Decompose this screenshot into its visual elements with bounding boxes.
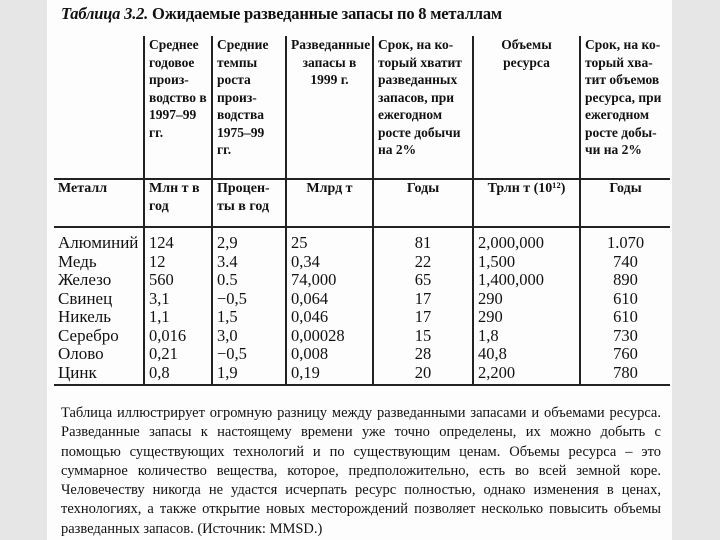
- table-cell: 290: [473, 290, 580, 309]
- header-cell: [54, 36, 144, 179]
- table-cell: 1,400,000: [473, 271, 580, 290]
- header-unit-cell: Годы: [373, 179, 473, 227]
- header-cell: Срок, на ко-торый хватит разведанных запасов, при ежегодном росте добычи на 2%: [373, 36, 473, 179]
- metal-name: Серебро: [58, 326, 119, 345]
- table-cell: 890: [580, 271, 670, 290]
- table-cell: 2,9: [212, 227, 286, 253]
- table-cell: 0.5: [212, 271, 286, 290]
- table-cell: 81: [373, 227, 473, 253]
- table-cell: 65: [373, 271, 473, 290]
- table-cell: 1,9: [212, 364, 286, 386]
- metal-name: Свинец: [58, 289, 113, 308]
- table-cell: 22: [373, 253, 473, 272]
- scanned-page: [47, 0, 672, 540]
- table-cell: 0,00028: [286, 327, 373, 346]
- header-unit-cell: Годы: [580, 179, 670, 227]
- table-cell: 3,0: [212, 327, 286, 346]
- table-cell: 17: [373, 308, 473, 327]
- table-cell: 2,000,000: [473, 227, 580, 253]
- header-unit-cell: Млрд т: [286, 179, 373, 227]
- table-cell: 0,21: [144, 345, 212, 364]
- table-cell: 15: [373, 327, 473, 346]
- table-cell: 0,064: [286, 290, 373, 309]
- table-row: [54, 227, 670, 253]
- table-title: Ожидаемые разведанные запасы по 8 металлам: [152, 4, 502, 23]
- table-row: [54, 327, 670, 346]
- table-cell: 12: [144, 253, 212, 272]
- table-row: [54, 345, 670, 364]
- table-cell: 760: [580, 345, 670, 364]
- table-cell: 740: [580, 253, 670, 272]
- table-cell: 25: [286, 227, 373, 253]
- table-caption: [61, 4, 661, 26]
- table-cell: 1.070: [580, 227, 670, 253]
- table-cell: 20: [373, 364, 473, 386]
- table-cell: 560: [144, 271, 212, 290]
- header-unit-cell: Трлн т (10¹²): [473, 179, 580, 227]
- table-cell: 610: [580, 290, 670, 309]
- header-row-units: [54, 179, 670, 227]
- table-row: [54, 253, 670, 272]
- header-row-descriptions: [54, 36, 670, 179]
- metal-name: Медь: [58, 252, 97, 271]
- header-unit-cell: Процен-ты в год: [212, 179, 286, 227]
- table-cell: 3.4: [212, 253, 286, 272]
- metal-name: Олово: [58, 345, 104, 363]
- table-cell: 0,34: [286, 253, 373, 272]
- table-cell: 1,8: [473, 327, 580, 346]
- table-cell: 0,8: [144, 364, 212, 386]
- table-cell: 290: [473, 308, 580, 327]
- table-cell: 74,000: [286, 271, 373, 290]
- table-cell: 1,1: [144, 308, 212, 327]
- table-cell: 28: [373, 345, 473, 364]
- table-cell: 0,008: [286, 345, 373, 364]
- header-unit-cell: Металл: [54, 179, 144, 227]
- table-cell: 1,5: [212, 308, 286, 327]
- table-cell: 730: [580, 327, 670, 346]
- table-cell: 1,500: [473, 253, 580, 272]
- table-cell: 780: [580, 364, 670, 386]
- table-cell: 0,19: [286, 364, 373, 386]
- metal-reserves-table: [54, 36, 670, 386]
- metal-name: Цинк: [54, 364, 144, 386]
- metal-name: Железо: [58, 271, 112, 289]
- table-cell: 0,016: [144, 327, 212, 346]
- header-unit-cell: Млн т в год: [144, 179, 212, 227]
- header-cell: Срок, на ко-торый хва-тит объемов ресурса, при ежегодном росте добы-чи на 2%: [580, 36, 670, 179]
- table-number: Таблица 3.2.: [61, 4, 149, 23]
- table-cell: −0,5: [212, 290, 286, 309]
- header-cell: Среднее годовое произ-водство в 1997–99 гг.: [144, 36, 212, 179]
- metal-name: Никель: [58, 308, 111, 326]
- header-cell: Средние темпы роста произ-водства 1975–99 гг.: [212, 36, 286, 179]
- metal-name: Алюминий: [58, 233, 139, 252]
- table-row: [54, 271, 670, 290]
- table-row: [54, 364, 670, 386]
- table-cell: 0,046: [286, 308, 373, 327]
- table-cell: 17: [373, 290, 473, 309]
- table-explanation-paragraph: Таблица иллюстрирует огромную разницу между разведанными запасами и объемами ресурса. Разведанные запасы к настоящему времени уже точно определены, их можно добыть с помощью существующих технологий и по существующим ценам. Объемы ресурса – это суммарное количество вещества, которое, предположительно, есть во всей земной коре. Человечеству никогда не удастся исчерпать ресурс полностью, однако изменения в ценах, технологиях, а также открытие новых месторождений позволяет несколько повысить объемы разведанных запасов. (Источник: MMSD.): [61, 405, 661, 537]
- table-cell: 2,200: [473, 364, 580, 386]
- table-cell: 40,8: [473, 345, 580, 364]
- table-cell: 3,1: [144, 290, 212, 309]
- table-row: [54, 290, 670, 309]
- table-body: [54, 227, 670, 385]
- table-cell: 124: [144, 227, 212, 253]
- header-cell: Разведанные запасы в 1999 г.: [286, 36, 373, 179]
- header-cell: Объемы ресурса: [473, 36, 580, 179]
- table-cell: −0,5: [212, 345, 286, 364]
- table-row: [54, 308, 670, 327]
- table-cell: 610: [580, 308, 670, 327]
